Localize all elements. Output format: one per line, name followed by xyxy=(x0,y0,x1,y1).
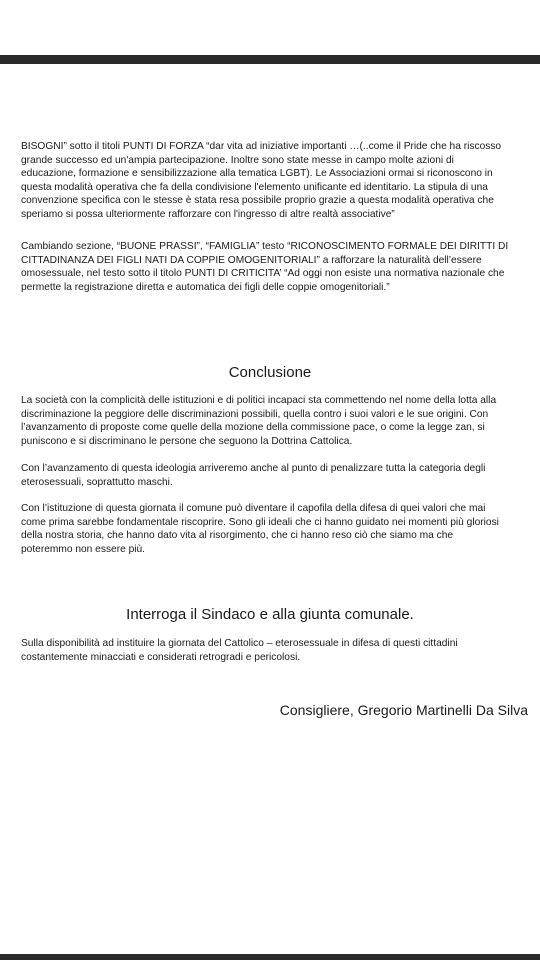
text-line: educazione, formazione e sensibilizzazione alla tematica LGBT). Le Associazioni ormai si riconoscono in xyxy=(21,168,493,180)
text-line: permette la registrazione diretta e automatica dei figli delle coppie omogenitoriali.” xyxy=(21,281,390,293)
interroga-heading: Interroga il Sindaco e alla giunta comunale. xyxy=(126,606,414,623)
text-line: l’avanzamento di proposte come quelle della mozione della commissione pace, o come la legge zan, si xyxy=(21,422,485,434)
text-line: grande successo ed un'ampia partecipazione. Inoltre sono state messe in campo molte azioni di xyxy=(21,154,454,166)
text-line: poteremmo non essere più. xyxy=(21,543,146,555)
text-line: CITTADINANZA DEI FIGLI NATI DA COPPIE OMOGENITORIALI” a rafforzare la naturalità dell’essere xyxy=(21,254,482,266)
paragraph-ideologia xyxy=(21,462,521,489)
paragraph-buone-prassi xyxy=(21,240,521,294)
text-line: puniscono e si discriminano le persone che seguono la Dottrina Cattolica. xyxy=(21,435,353,447)
text-line: costantemente minacciati e considerati retrogradi e pericolosi. xyxy=(21,651,301,663)
paragraph-istituzione xyxy=(21,502,521,556)
paragraph-punti-di-forza xyxy=(21,140,521,222)
paragraph-societa xyxy=(21,394,521,448)
text-line: come prima sarebbe fondamentale riscoprire. Sono gli ideali che ci hanno guidato nei momenti più gloriosi xyxy=(21,516,499,528)
text-line: omosessuale, nel testo sotto il titolo PUNTI DI CRITICITA’ “Ad oggi non esiste una normativa nazionale che xyxy=(21,268,505,280)
text-line: questa modalità operativa che fa della condivisione l'elemento unificante ed identitario. La stipula di una xyxy=(21,181,488,193)
text-line: Con l’istituzione di questa giornata il comune può diventare il capofila della difesa di quei valori che mai xyxy=(21,503,486,514)
text-line: Con l’avanzamento di questa ideologia arriveremo anche al punto di penalizzare tutta la categoria degli xyxy=(21,463,486,474)
bottom-dark-band xyxy=(0,954,540,960)
text-line: discriminazione la peggiore delle discriminazioni possibili, quella contro i suoi valori e le sue origini. Con xyxy=(21,408,489,420)
text-line: eterosessuali, soprattutto maschi. xyxy=(21,476,173,488)
text-line: Cambiando sezione, “BUONE PRASSI”, “FAMIGLIA” testo “RICONOSCIMENTO FORMALE DEI DIRITTI DI xyxy=(21,241,509,252)
text-line: della nostra storia, che hanno dato vita al risorgimento, che ci hanno reso ciò che siamo ma che xyxy=(21,530,454,542)
text-line: Sulla disponibilità ad instituire la giornata del Cattolico – eterosessuale in difesa di questi cittadini xyxy=(21,638,458,649)
conclusione-heading: Conclusione xyxy=(228,364,312,381)
signature-line: Consigliere, Gregorio Martinelli Da Silva xyxy=(279,702,528,718)
text-line: BISOGNI” sotto il titoli PUNTI DI FORZA “dar vita ad iniziative importanti …(..come il Pride che ha riscosso xyxy=(21,141,502,152)
text-line: La società con la complicità delle istituzioni e di politici incapaci sta commettendo nel nome della lotta alla xyxy=(21,395,497,406)
paragraph-disponibilita xyxy=(21,637,521,664)
text-line: speriamo si possa ulteriormente rafforzare con l'ingresso di altre realtà associative” xyxy=(21,208,395,220)
text-line: convenzione specifica con le stesse è stata resa possibile proprio grazie a questa modalità operativa che xyxy=(21,195,494,207)
top-dark-band xyxy=(0,55,540,64)
